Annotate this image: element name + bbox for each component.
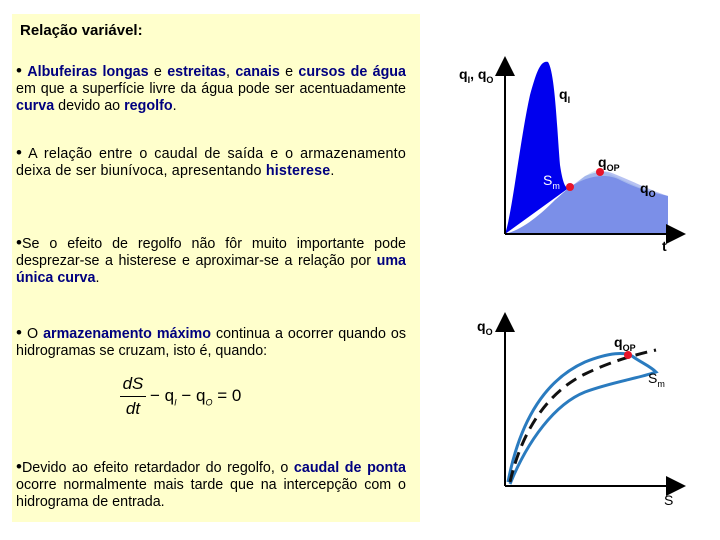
text-armazenamento-maximo: armazenamento máximo — [43, 326, 211, 342]
text-cursos-de-agua: cursos de água — [298, 64, 406, 80]
text-p4-body: continua a ocorrer quando os hidrogramas se cruzam, isto é, quando: — [16, 326, 406, 359]
text-e: e — [148, 64, 168, 80]
outflow-label — [640, 180, 656, 199]
bullet: • — [16, 323, 22, 342]
formula-denominator: dt — [125, 399, 141, 418]
text-devido: devido ao — [54, 98, 125, 114]
inflow-label — [559, 86, 570, 105]
text-p3-body: Se o efeito de regolfo não fôr muito importante pode desprezar-se a histerese e aproximar-se a relação por — [16, 236, 406, 269]
lbl-sub: O — [486, 74, 494, 85]
single-curve-dashed — [510, 350, 656, 482]
lbl: q — [640, 180, 649, 196]
slide-title: Relação variável: — [20, 22, 143, 39]
lbl-sub: O — [485, 326, 493, 337]
lbl: q — [477, 318, 486, 334]
text-p2-body: A relação entre o caudal de saída e o armazenamento deixa de ser biunívoca, apresentando — [16, 146, 406, 179]
sm-label-bottom — [648, 370, 665, 389]
lbl: q — [614, 334, 623, 350]
formula-sub-o: O — [205, 397, 213, 408]
bottom-x-axis-label: S — [664, 492, 674, 508]
lbl-sub: OP — [606, 162, 620, 173]
bottom-y-axis-label — [477, 318, 493, 337]
lbl: q — [559, 86, 568, 102]
text-histerese: histerese — [265, 163, 331, 179]
top-y-axis-label — [459, 66, 493, 85]
text-p1-body: em que a superfície livre da água pode ser acentuadamente — [16, 81, 406, 97]
top-x-axis-label: t — [662, 238, 667, 254]
text-period: . — [172, 98, 177, 114]
text-caudal-de-ponta: caudal de ponta — [293, 460, 406, 476]
lbl-sub: I — [467, 74, 471, 85]
hysteresis-loop — [508, 354, 656, 484]
formula-sub-i: I — [174, 397, 177, 408]
text-o: O — [21, 326, 44, 342]
peak-outflow-label-top — [598, 154, 620, 173]
formula-minus-q2: − q — [176, 386, 206, 405]
text-p5-end: ocorre normalmente mais tarde que na intercepção com o hidrograma de entrada. — [16, 477, 406, 510]
text-period: . — [330, 163, 335, 179]
formula-equals-zero: = 0 — [212, 386, 242, 405]
lbl-sub: m — [657, 378, 665, 389]
text-comma: , — [226, 64, 236, 80]
text-p5-body: Devido ao efeito retardador do regolfo, o — [21, 460, 294, 476]
peak-outflow-label-bottom — [614, 334, 636, 353]
bullet: • — [16, 457, 22, 476]
text-curva: curva — [16, 98, 55, 114]
lbl: , q — [470, 66, 487, 82]
lbl-sub: I — [567, 94, 571, 105]
bullet: • — [16, 61, 22, 80]
text-estreitas: estreitas — [167, 64, 227, 80]
sm-label-top — [543, 172, 560, 191]
formula-numerator: dS — [122, 374, 144, 393]
lbl: q — [598, 154, 607, 170]
text-regolfo: regolfo — [124, 98, 173, 114]
lbl-sub: m — [552, 180, 560, 191]
text-period: . — [95, 270, 100, 286]
text-uma-unica-curva: uma única curva — [16, 253, 406, 286]
lbl-sub: O — [648, 188, 656, 199]
text-albufeiras-longas: Albufeiras longas — [27, 64, 149, 80]
lbl: S — [648, 370, 658, 386]
bullet: • — [16, 233, 22, 252]
lbl: q — [459, 66, 468, 82]
text-canais: canais — [235, 64, 280, 80]
lbl: S — [543, 172, 553, 188]
bullet: • — [16, 143, 23, 162]
formula-minus-q: − q — [150, 386, 175, 405]
point-sm-top — [566, 183, 574, 191]
text-e2: e — [279, 64, 299, 80]
lbl-sub: OP — [622, 342, 636, 353]
